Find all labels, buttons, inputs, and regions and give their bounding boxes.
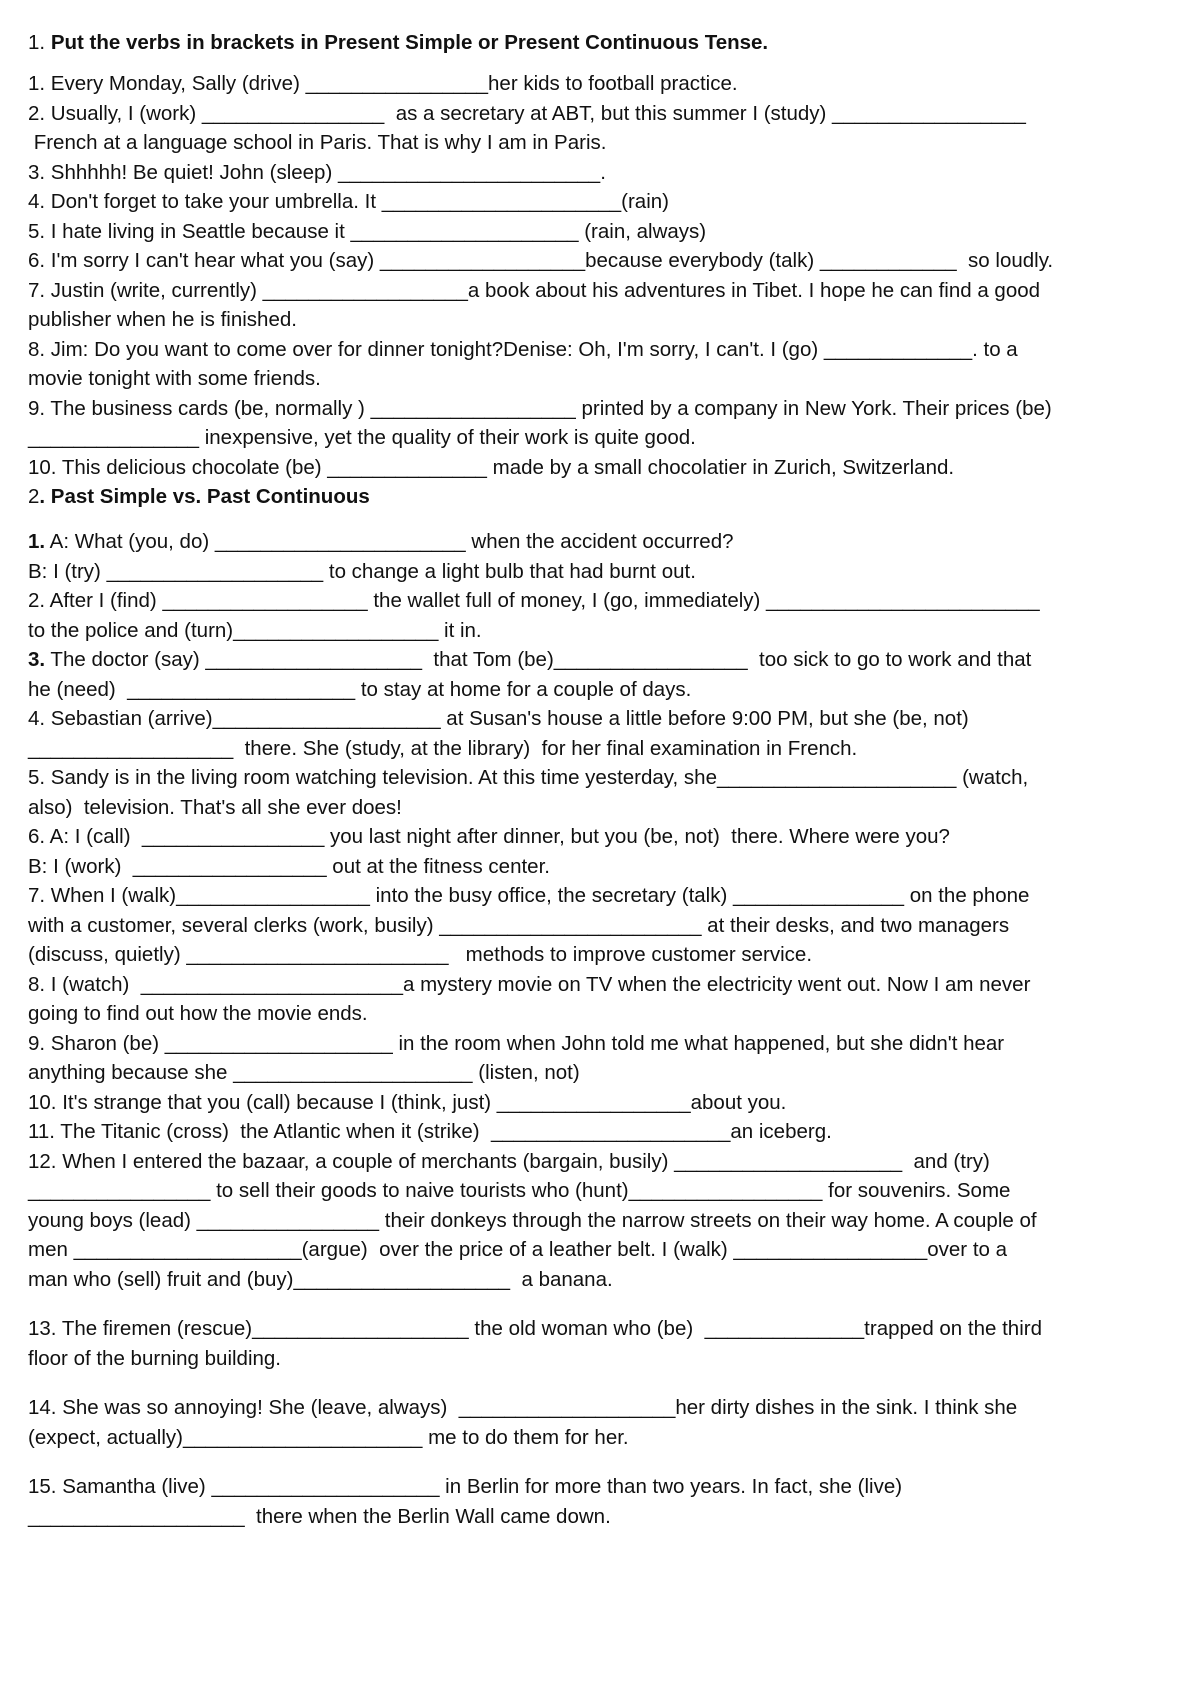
exercise-line: with a customer, several clerks (work, busily) _______________________ at their desks, and two managers: [28, 913, 1010, 937]
section-2-heading: [28, 482, 1178, 511]
worksheet-page: [28, 28, 1178, 1531]
exercise-line: man who (sell) fruit and (buy)___________________ a banana.: [28, 1267, 613, 1291]
exercise-line: 9. Sharon (be) ____________________ in the room when John told me what happened, but she didn't hear: [28, 1031, 1005, 1055]
exercise-line: French at a language school in Paris. That is why I am in Paris.: [28, 131, 607, 154]
exercise-line: 8. Jim: Do you want to come over for dinner tonight?Denise: Oh, I'm sorry, I can't. I (go) _____________. to a: [28, 337, 1018, 361]
section-1-exercises: [28, 69, 1178, 482]
exercise-line: 2. After I (find) __________________ the wallet full of money, I (go, immediately) ________________________: [28, 589, 1040, 612]
section-1-number: 1.: [28, 31, 46, 54]
exercise-line: 12. When I entered the bazaar, a couple of merchants (bargain, busily) ____________________ and (try): [28, 1149, 990, 1173]
exercise-line: 6. I'm sorry I can't hear what you (say) __________________because everybody (talk) ____________ so loudly.: [28, 249, 1054, 272]
exercise-line: (discuss, quietly) _______________________ methods to improve customer service.: [28, 943, 813, 966]
exercise-line: ___________________ there when the Berlin Wall came down.: [28, 1504, 611, 1528]
exercise-line: B: I (work) _________________ out at the fitness center.: [28, 854, 550, 878]
exercise-line: movie tonight with some friends.: [28, 367, 321, 390]
exercise-line: men ____________________(argue) over the price of a leather belt. I (walk) _________________over to a: [28, 1238, 1008, 1261]
exercise-line: 15. Samantha (live) ____________________ in Berlin for more than two years. In fact, she (live): [28, 1475, 903, 1498]
exercise-line: anything because she _____________________ (listen, not): [28, 1061, 580, 1084]
exercise-line: 5. I hate living in Seattle because it ____________________ (rain, always): [28, 219, 707, 243]
section-1-heading: [28, 28, 1178, 57]
exercise-line: 10. This delicious chocolate (be) ______________ made by a small chocolatier in Zurich, Switzerland.: [28, 455, 955, 479]
exercise-line: B: I (try) ___________________ to change a light bulb that had burnt out.: [28, 559, 696, 583]
section-2-number: 2: [28, 485, 40, 508]
exercise-line: [28, 527, 1178, 557]
exercise-line: 6. A: I (call) ________________ you last night after dinner, but you (be, not) there. Where were you?: [28, 825, 950, 848]
exercise-line: 14. She was so annoying! She (leave, always) ___________________her dirty dishes in the sink. I think she: [28, 1396, 1018, 1419]
exercise-line: _______________ inexpensive, yet the quality of their work is quite good.: [28, 426, 696, 449]
exercise-line: (expect, actually)_____________________ me to do them for her.: [28, 1425, 629, 1449]
section-2-title: . Past Simple vs. Past Continuous: [39, 485, 370, 508]
exercise-line: 2. Usually, I (work) ________________ as a secretary at ABT, but this summer I (study) _________________: [28, 101, 1026, 125]
section-1-title: Put the verbs in brackets in Present Simple or Present Continuous Tense.: [50, 31, 769, 54]
exercise-line: ________________ to sell their goods to naive tourists who (hunt)_________________ for souvenirs. Some: [28, 1179, 1011, 1202]
exercise-line: publisher when he is finished.: [28, 308, 297, 331]
exercise-line: to the police and (turn)__________________ it in.: [28, 618, 482, 642]
exercise-line: 3. Shhhhh! Be quiet! John (sleep) _______________________.: [28, 160, 606, 184]
exercise-line: 8. I (watch) _______________________a mystery movie on TV when the electricity went out. Now I am never: [28, 972, 1031, 996]
exercise-number: 1.: [28, 530, 46, 553]
exercise-line: he (need) ____________________ to stay at home for a couple of days.: [28, 677, 692, 701]
exercise-line: also) television. That's all she ever does!: [28, 795, 402, 819]
exercise-line: __________________ there. She (study, at the library) for her final examination in French.: [28, 736, 858, 760]
exercise-line: going to find out how the movie ends.: [28, 1002, 368, 1025]
exercise-line: 9. The business cards (be, normally ) __________________ printed by a company in New York. Their prices (be): [28, 396, 1052, 420]
exercise-line: 10. It's strange that you (call) because I (think, just) _________________about you.: [28, 1090, 787, 1114]
exercise-line: 13. The firemen (rescue)___________________ the old woman who (be) ______________trapped on the third: [28, 1317, 1042, 1340]
exercise-line: 5. Sandy is in the living room watching television. At this time yesterday, she_____________________ (watch,: [28, 766, 1029, 789]
exercise-text: A: What (you, do) ______________________ when the accident occurred?: [45, 530, 734, 553]
spacer: [28, 1373, 1178, 1393]
exercise-line: [28, 645, 1178, 675]
exercise-line: 4. Sebastian (arrive)____________________ at Susan's house a little before 9:00 PM, but she (be, not): [28, 707, 969, 730]
section-2-exercises: [28, 527, 1178, 1531]
spacer: [28, 1452, 1178, 1472]
spacer: [28, 1294, 1178, 1314]
exercise-number: 3.: [28, 648, 46, 671]
exercise-line: 7. Justin (write, currently) __________________a book about his adventures in Tibet. I hope he can find a good: [28, 278, 1041, 302]
exercise-line: 7. When I (walk)_________________ into the busy office, the secretary (talk) _______________ on the phone: [28, 884, 1030, 907]
exercise-line: 1. Every Monday, Sally (drive) ________________her kids to football practice.: [28, 72, 738, 95]
exercise-line: 11. The Titanic (cross) the Atlantic when it (strike) _____________________an iceberg.: [28, 1120, 832, 1143]
exercise-line: floor of the burning building.: [28, 1346, 282, 1370]
exercise-line: young boys (lead) ________________ their donkeys through the narrow streets on their way home. A couple of: [28, 1208, 1037, 1232]
exercise-text: The doctor (say) ___________________ that Tom (be)_________________ too sick to go to work and that: [45, 648, 1032, 671]
exercise-line: 4. Don't forget to take your umbrella. It _____________________(rain): [28, 190, 669, 213]
